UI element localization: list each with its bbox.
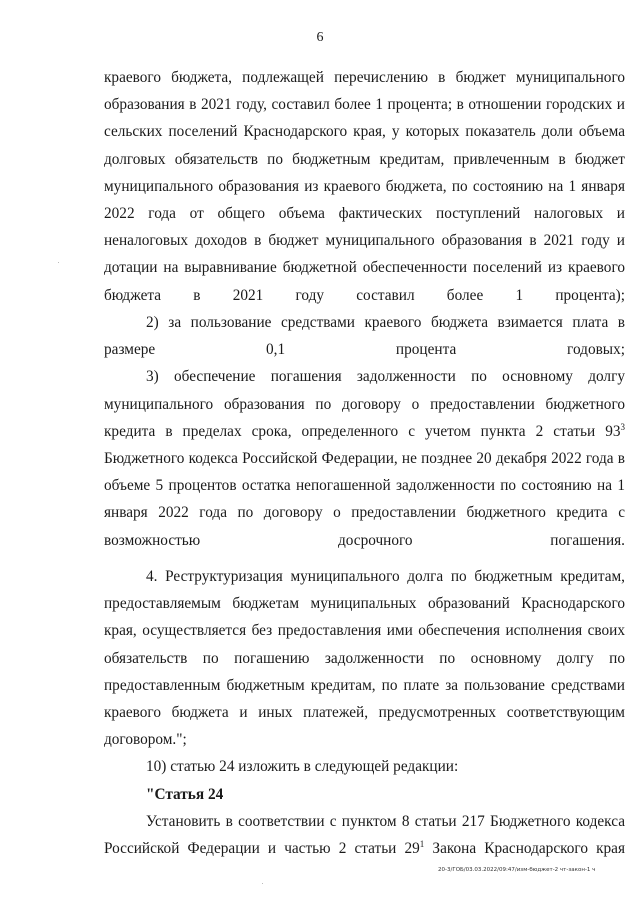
article-superscript: 1	[419, 838, 425, 849]
document-body-2	[104, 309, 625, 554]
item-3-text-b: Бюджетного кодекса Российской Федерации, не позднее 20 декабря 2022 года в объеме 5 процентов остатка непогашенной задолженности по состоянию на 1 января 2022 года по договору о предоставлении бюджетного кредита с возможностью досрочного погашения.	[104, 450, 625, 549]
article-text-a: Установить в соответствии с пунктом 8 статьи 217 Бюджетного кодекса Российской Федерации и частью 2 статьи 29	[104, 812, 625, 858]
document-body	[104, 64, 625, 309]
paragraph-article-24	[104, 808, 625, 862]
scan-speck	[58, 262, 59, 263]
item-3-superscript: 3	[620, 421, 625, 432]
paragraph-restructuring: 4. Реструктуризация муниципального долга по бюджетным кредитам, предоставляемым бюджетам муниципальных образований Краснодарского края, осуществляется без предоставления ими обеспечения исполнения своих обязательств по погашению задолженности по основному долгу по предоставленным бюджетным кредитам, по плате за пользование средствами краевого бюджета и иных платежей, предусмотренных соответствующим договором.";	[104, 568, 625, 749]
document-body-3	[104, 563, 625, 862]
paragraph-item-2: 2) за пользование средствами краевого бюджета взимается плата в размере 0,1 процента годовых;	[104, 314, 625, 359]
item-3-text-a: 3) обеспечение погашения задолженности по основному долгу муниципального образования по договору о предоставлении бюджетного кредита в пределах срока, определенного с учетом пункта 2 статьи 93	[104, 368, 625, 440]
paragraph-item-3	[104, 363, 625, 553]
paragraph-amendment: 10) статью 24 изложить в следующей редакции:	[146, 758, 459, 776]
scan-speck	[262, 883, 263, 884]
article-text-b: Закона Краснодарского края	[424, 840, 625, 858]
paragraph-continuation: краевого бюджета, подлежащей перечислению в бюджет муниципального образования в 2021 году, составил более 1 процента; в отношении городских и сельских поселений Краснодарского края, у которых показатель доли объема долговых обязательств по бюджетным кредитам, привлеченным в бюджет муниципального образования из краевого бюджета, по состоянию на 1 января 2022 года от общего объема фактических поступлений налоговых и неналоговых доходов в бюджет муниципального образования в 2021 году и дотации на выравнивание бюджетной обеспеченности поселений из краевого бюджета в 2021 году составил более 1 процента);	[104, 69, 625, 304]
article-heading: "Статья 24	[146, 785, 224, 803]
footer-file-reference: 20-3/ГОБ/03.03.2022/09:47/изм-бюджет-2 чт-закон-1 ч	[438, 867, 596, 873]
page-number: 6	[316, 30, 324, 45]
